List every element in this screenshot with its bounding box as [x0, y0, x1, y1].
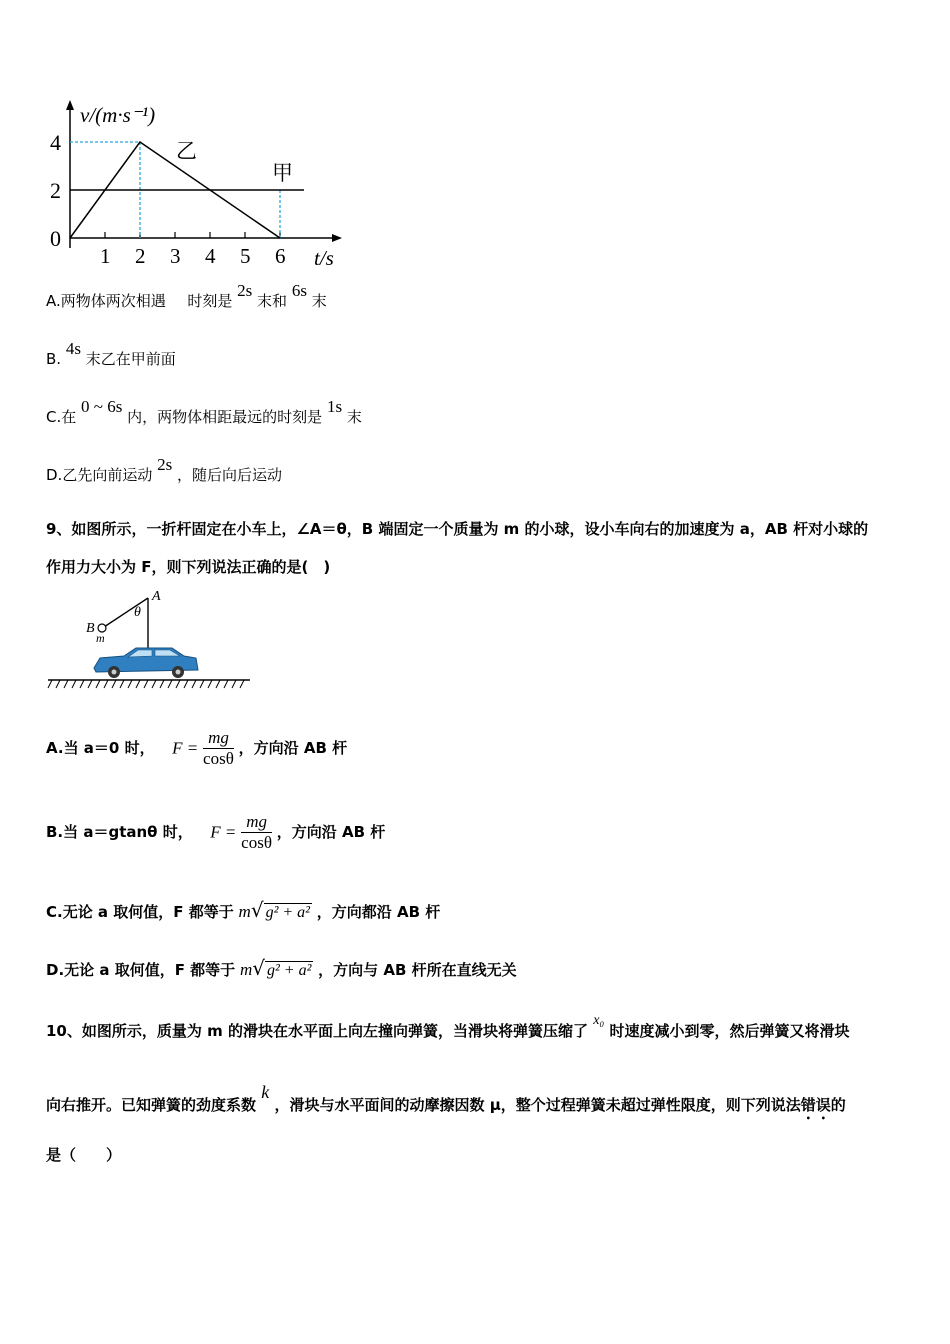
q9-option-c: C.无论 a 取何值，F 都等于 m√ g² + a² ，方向都沿 AB 杆 — [46, 898, 441, 922]
vt-graph — [40, 98, 350, 278]
q9-option-b: B.当 a＝gtanθ 时， F = $\frac{mg}{\cos\theta}$ ，方向沿 AB 杆 — [46, 812, 386, 852]
x-tick-3: 3 — [170, 244, 181, 268]
y-axis-arrow — [66, 100, 74, 110]
x-axis-arrow — [332, 234, 342, 242]
label-a: A — [152, 589, 161, 604]
fraction: $\frac{mg}{\cos\theta}$ — [241, 812, 272, 852]
label-theta: θ — [134, 605, 141, 620]
x-tick-6: 6 — [275, 244, 286, 268]
x-tick-4: 4 — [205, 244, 216, 268]
y-tick-0: 0 — [50, 226, 61, 251]
fraction: $\frac{mg}{\cos\theta}$ — [203, 728, 234, 768]
label-b: B — [86, 621, 95, 636]
q8-option-b: B. 4s 末乙在甲前面 — [46, 339, 176, 368]
q9-stem-line2: 作用力大小为 F，则下列说法正确的是( ) — [46, 558, 331, 576]
rod-ab — [104, 598, 148, 627]
q10-stem-line1: 10、如图所示，质量为 m 的滑块在水平面上向左撞向弹簧，当滑块将弹簧压缩了 x₀ 时速度减小到零，然后弹簧又将滑块 — [46, 1013, 850, 1040]
q9-figure — [44, 586, 264, 696]
x-tick-1: 1 — [100, 244, 111, 268]
q8-option-a: A.两物体两次相遇 时刻是 2s 末和 6s 末 — [46, 281, 327, 310]
q9-stem-line1: 9、如图所示，一折杆固定在小车上，∠A＝θ，B 端固定一个质量为 m 的小球，设小车向右的加速度为 a，AB 杆对小球的 — [46, 520, 869, 538]
car — [94, 648, 198, 678]
q10-stem-line2: 向右推开。已知弹簧的劲度系数 k ，滑块与水平面间的动摩擦因数 μ，整个过程弹簧未超过弹性限度，则下列说法错误的 — [46, 1082, 846, 1114]
q9-option-a: A.当 a＝0 时， F = $\frac{mg}{\cos\theta}$ ，方向沿 AB 杆 — [46, 728, 348, 768]
x-tick-2: 2 — [135, 244, 146, 268]
ground-hatch — [48, 680, 244, 688]
q8-option-d: D.乙先向前运动 2s ，随后向后运动 — [46, 455, 283, 484]
q8-option-c: C.在 0 ~ 6s 内，两物体相距最远的时刻是 1s 末 — [46, 397, 362, 426]
q9-option-d: D.无论 a 取何值，F 都等于 m√ g² + a² ，方向与 AB 杆所在直线无关 — [46, 956, 517, 980]
x-tick-5: 5 — [240, 244, 251, 268]
curve-yi-label: 乙 — [176, 139, 197, 163]
x-tick-marks — [105, 232, 280, 238]
y-tick-2: 2 — [50, 178, 61, 203]
y-axis-label: v/(m·s⁻¹) — [80, 103, 156, 127]
q10-stem-line3: 是（ ） — [46, 1146, 122, 1164]
curve-jia-label: 甲 — [272, 161, 293, 185]
label-m: m — [96, 631, 105, 645]
x-axis-label: t/s — [314, 246, 334, 270]
y-tick-4: 4 — [50, 130, 61, 155]
